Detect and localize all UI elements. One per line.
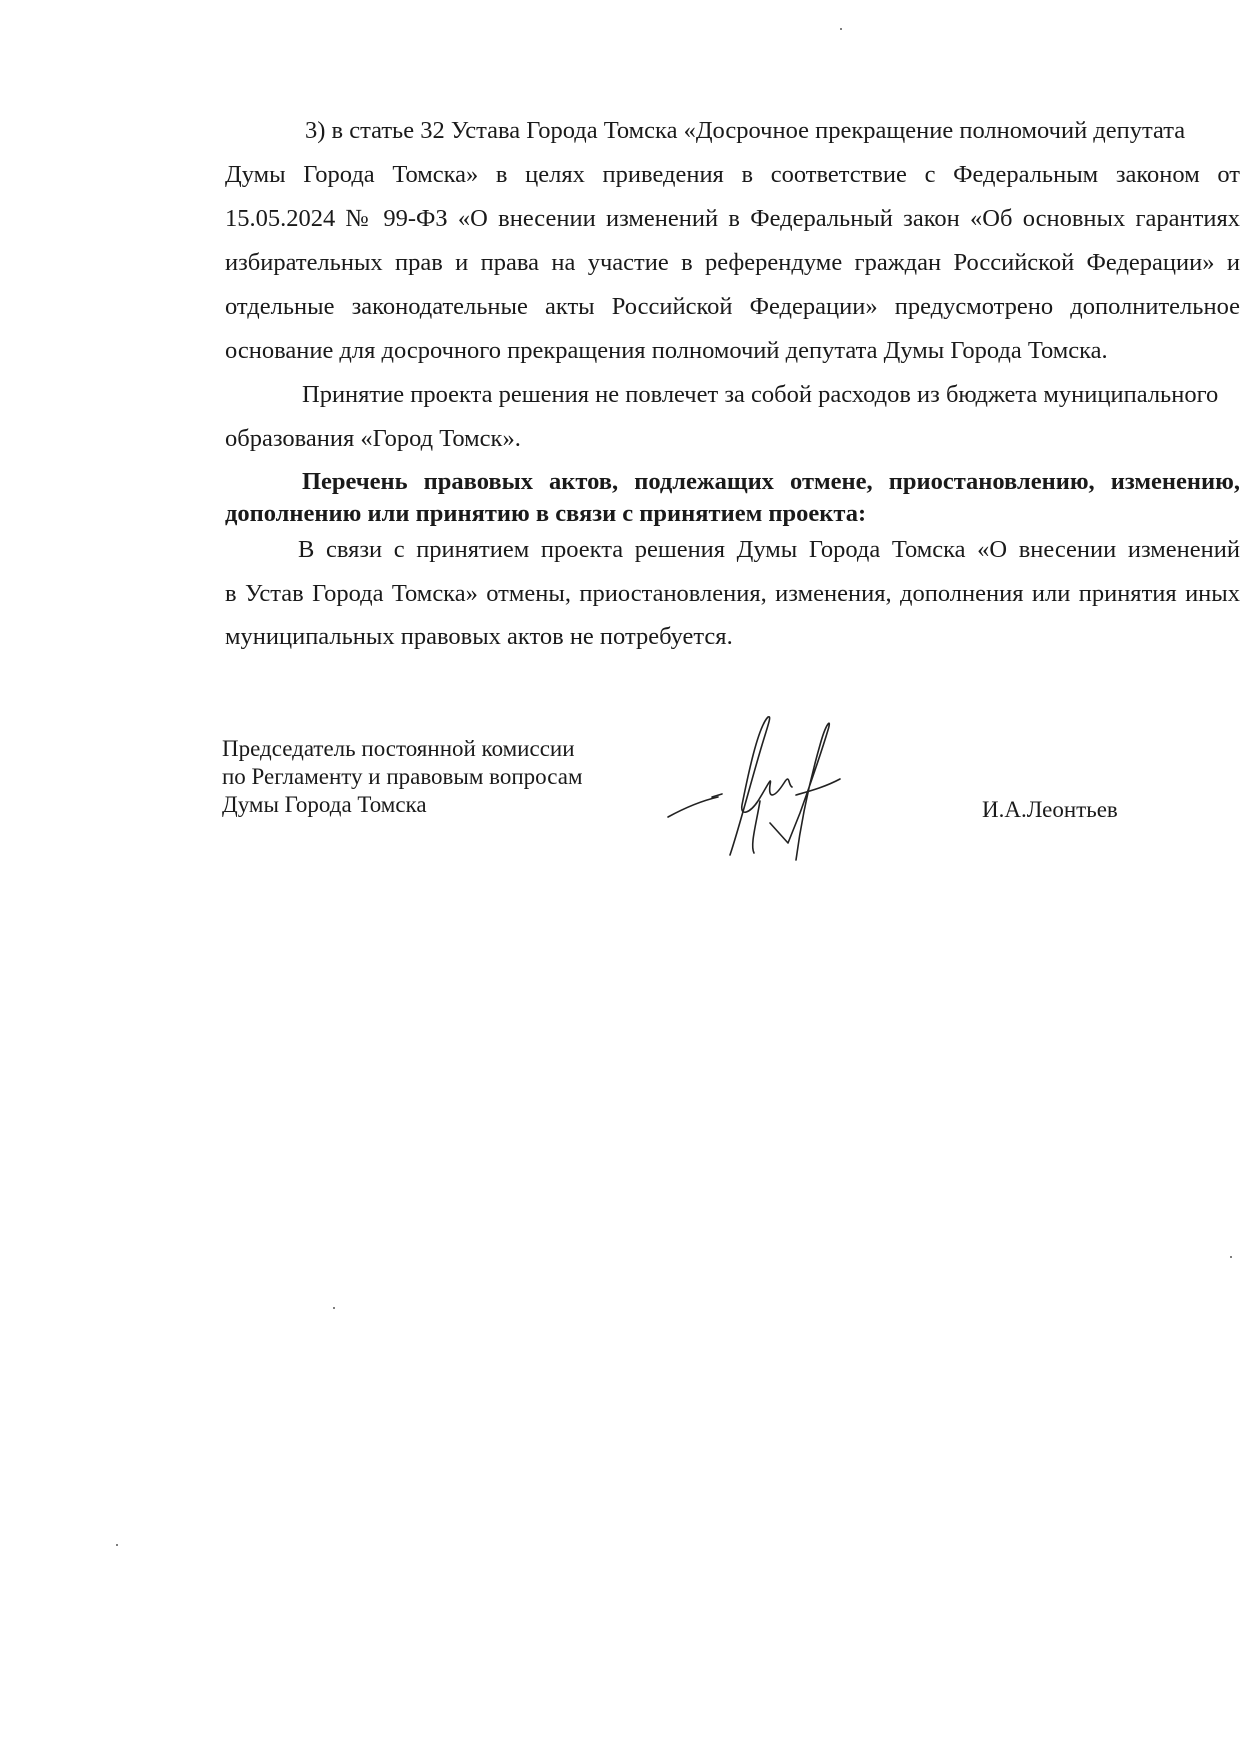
paragraph-1-line-3: 15.05.2024 № 99-ФЗ «О внесении изменений в Федеральный закон «Об основных гарантиях	[225, 205, 1240, 232]
handwritten-signature	[660, 705, 900, 875]
paragraph-1-line-6: основание для досрочного прекращения полномочий депутата Думы Города Томска.	[225, 337, 1108, 364]
paragraph-3-line-2: в Устав Города Томска» отмены, приостановления, изменения, дополнения или принятия иных	[225, 580, 1240, 607]
signatory-position-line-3: Думы Города Томска	[222, 792, 427, 817]
signatory-name: И.А.Леонтьев	[982, 797, 1118, 822]
section-heading-line-2: дополнению или принятию в связи с принятием проекта:	[225, 500, 867, 527]
paragraph-1-line-1: 3) в статье 32 Устава Города Томска «Досрочное прекращение полномочий депутата	[305, 117, 1186, 144]
paragraph-1-line-2: Думы Города Томска» в целях приведения в соответствие с Федеральным законом от	[225, 161, 1240, 188]
signatory-position-line-2: по Регламенту и правовым вопросам	[222, 764, 583, 789]
scan-speck	[1230, 1256, 1232, 1258]
paragraph-1-line-5: отдельные законодательные акты Российской Федерации» предусмотрено дополнительное	[225, 293, 1240, 320]
paragraph-1-line-4: избирательных прав и права на участие в референдуме граждан Российской Федерации» и	[225, 249, 1240, 276]
scan-speck	[116, 1544, 118, 1546]
scan-speck	[840, 28, 842, 30]
scan-speck	[333, 1307, 335, 1309]
signatory-position-line-1: Председатель постоянной комиссии	[222, 736, 575, 761]
paragraph-2-line-1: Принятие проекта решения не повлечет за собой расходов из бюджета муниципального	[302, 381, 1219, 408]
paragraph-3-line-3: муниципальных правовых актов не потребуется.	[225, 623, 733, 650]
section-heading-line-1: Перечень правовых актов, подлежащих отмене, приостановлению, изменению,	[302, 468, 1240, 495]
paragraph-2-line-2: образования «Город Томск».	[225, 425, 521, 452]
paragraph-3-line-1: В связи с принятием проекта решения Думы Города Томска «О внесении изменений	[298, 536, 1240, 563]
